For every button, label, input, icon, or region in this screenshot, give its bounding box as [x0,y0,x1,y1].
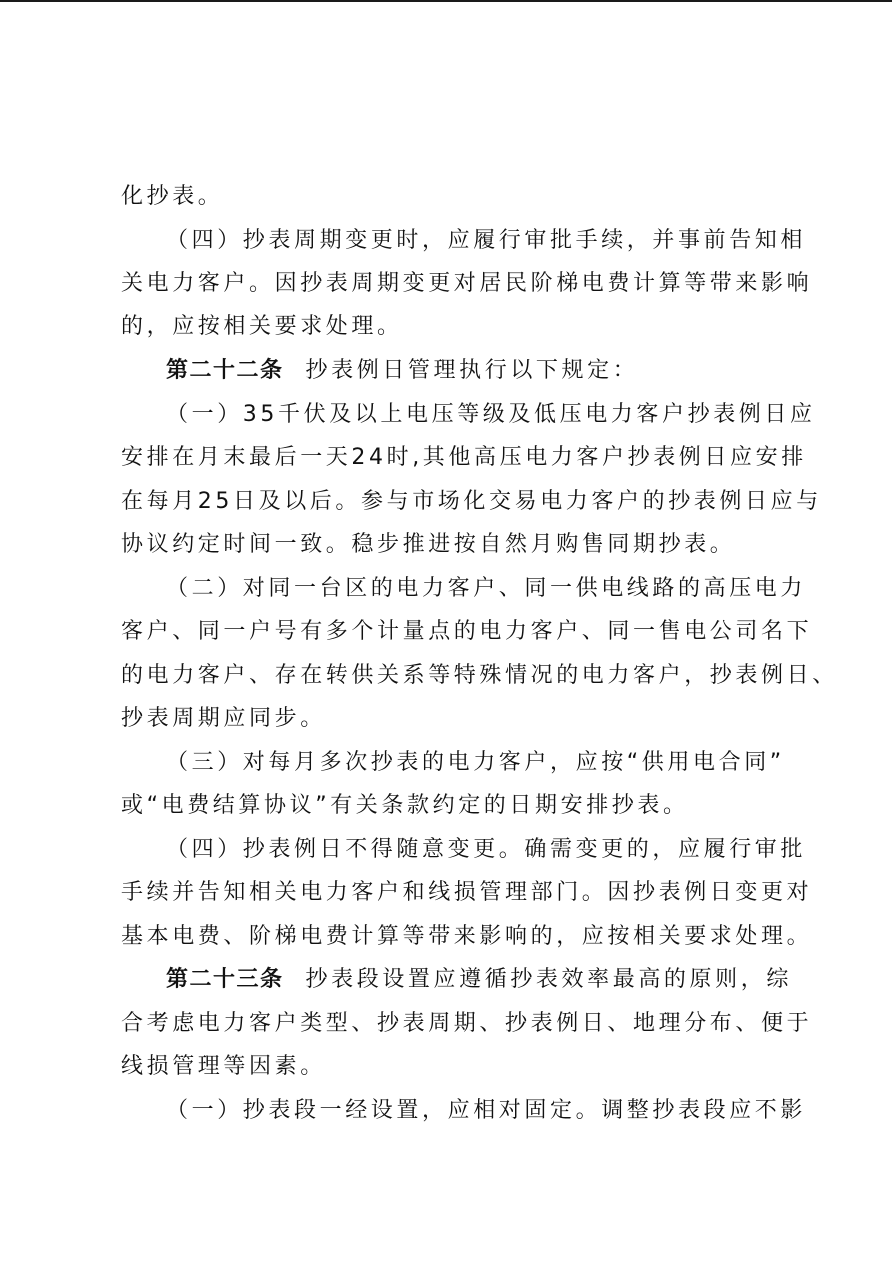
text-line: 基本电费、阶梯电费计算等带来影响的，应按相关要求处理。 [121,924,813,949]
text-line: 在每月25日及以后。参与市场化交易电力客户的抄表例日应与 [121,489,822,514]
text-line: （四）抄表周期变更时，应履行审批手续，并事前告知相 [166,228,807,253]
text-line: 线损管理等因素。 [121,1054,326,1079]
text-line: （一）35千伏及以上电压等级及低压电力客户抄表例日应 [166,402,816,427]
text-line: 或“电费结算协议”有关条款约定的日期安排抄表。 [121,793,689,818]
text-line: （三）对每月多次抄表的电力客户，应按“供用电合同” [166,750,785,775]
text-line: （二）对同一台区的电力客户、同一供电线路的高压电力 [166,576,807,601]
text-line: 关电力客户。因抄表周期变更对居民阶梯电费计算等带来影响 [121,271,813,296]
article-22-heading: 第二十二条 [166,358,284,383]
text-line: 化抄表。 [121,184,224,209]
text-line: （一）抄表段一经设置，应相对固定。调整抄表段应不影 [166,1098,807,1123]
text-line: 客户、同一户号有多个计量点的电力客户、同一售电公司名下 [121,619,813,644]
text-line: 协议约定时间一致。稳步推进按自然月购售同期抄表。 [121,532,736,557]
text-line: （四）抄表例日不得随意变更。确需变更的，应履行审批 [166,837,807,862]
article-23-heading: 第二十三条 [166,967,284,992]
article-22-text: 抄表例日管理执行以下规定： [305,358,639,383]
text-line: 的，应按相关要求处理。 [121,314,403,339]
text-line: 手续并告知相关电力客户和线损管理部门。因抄表例日变更对 [121,880,813,905]
article-22-line [166,349,826,393]
text-line: 的电力客户、存在转供关系等特殊情况的电力客户，抄表例日、 [121,663,838,688]
article-23-line [166,958,826,1002]
text-line: 安排在月末最后一天24时,其他高压电力客户抄表例日应安排 [121,445,807,470]
article-23-text: 抄表段设置应遵循抄表效率最高的原则，综 [305,967,792,992]
text-line: 合考虑电力客户类型、抄表周期、抄表例日、地理分布、便于 [121,1011,813,1036]
text-line: 抄表周期应同步。 [121,706,326,731]
